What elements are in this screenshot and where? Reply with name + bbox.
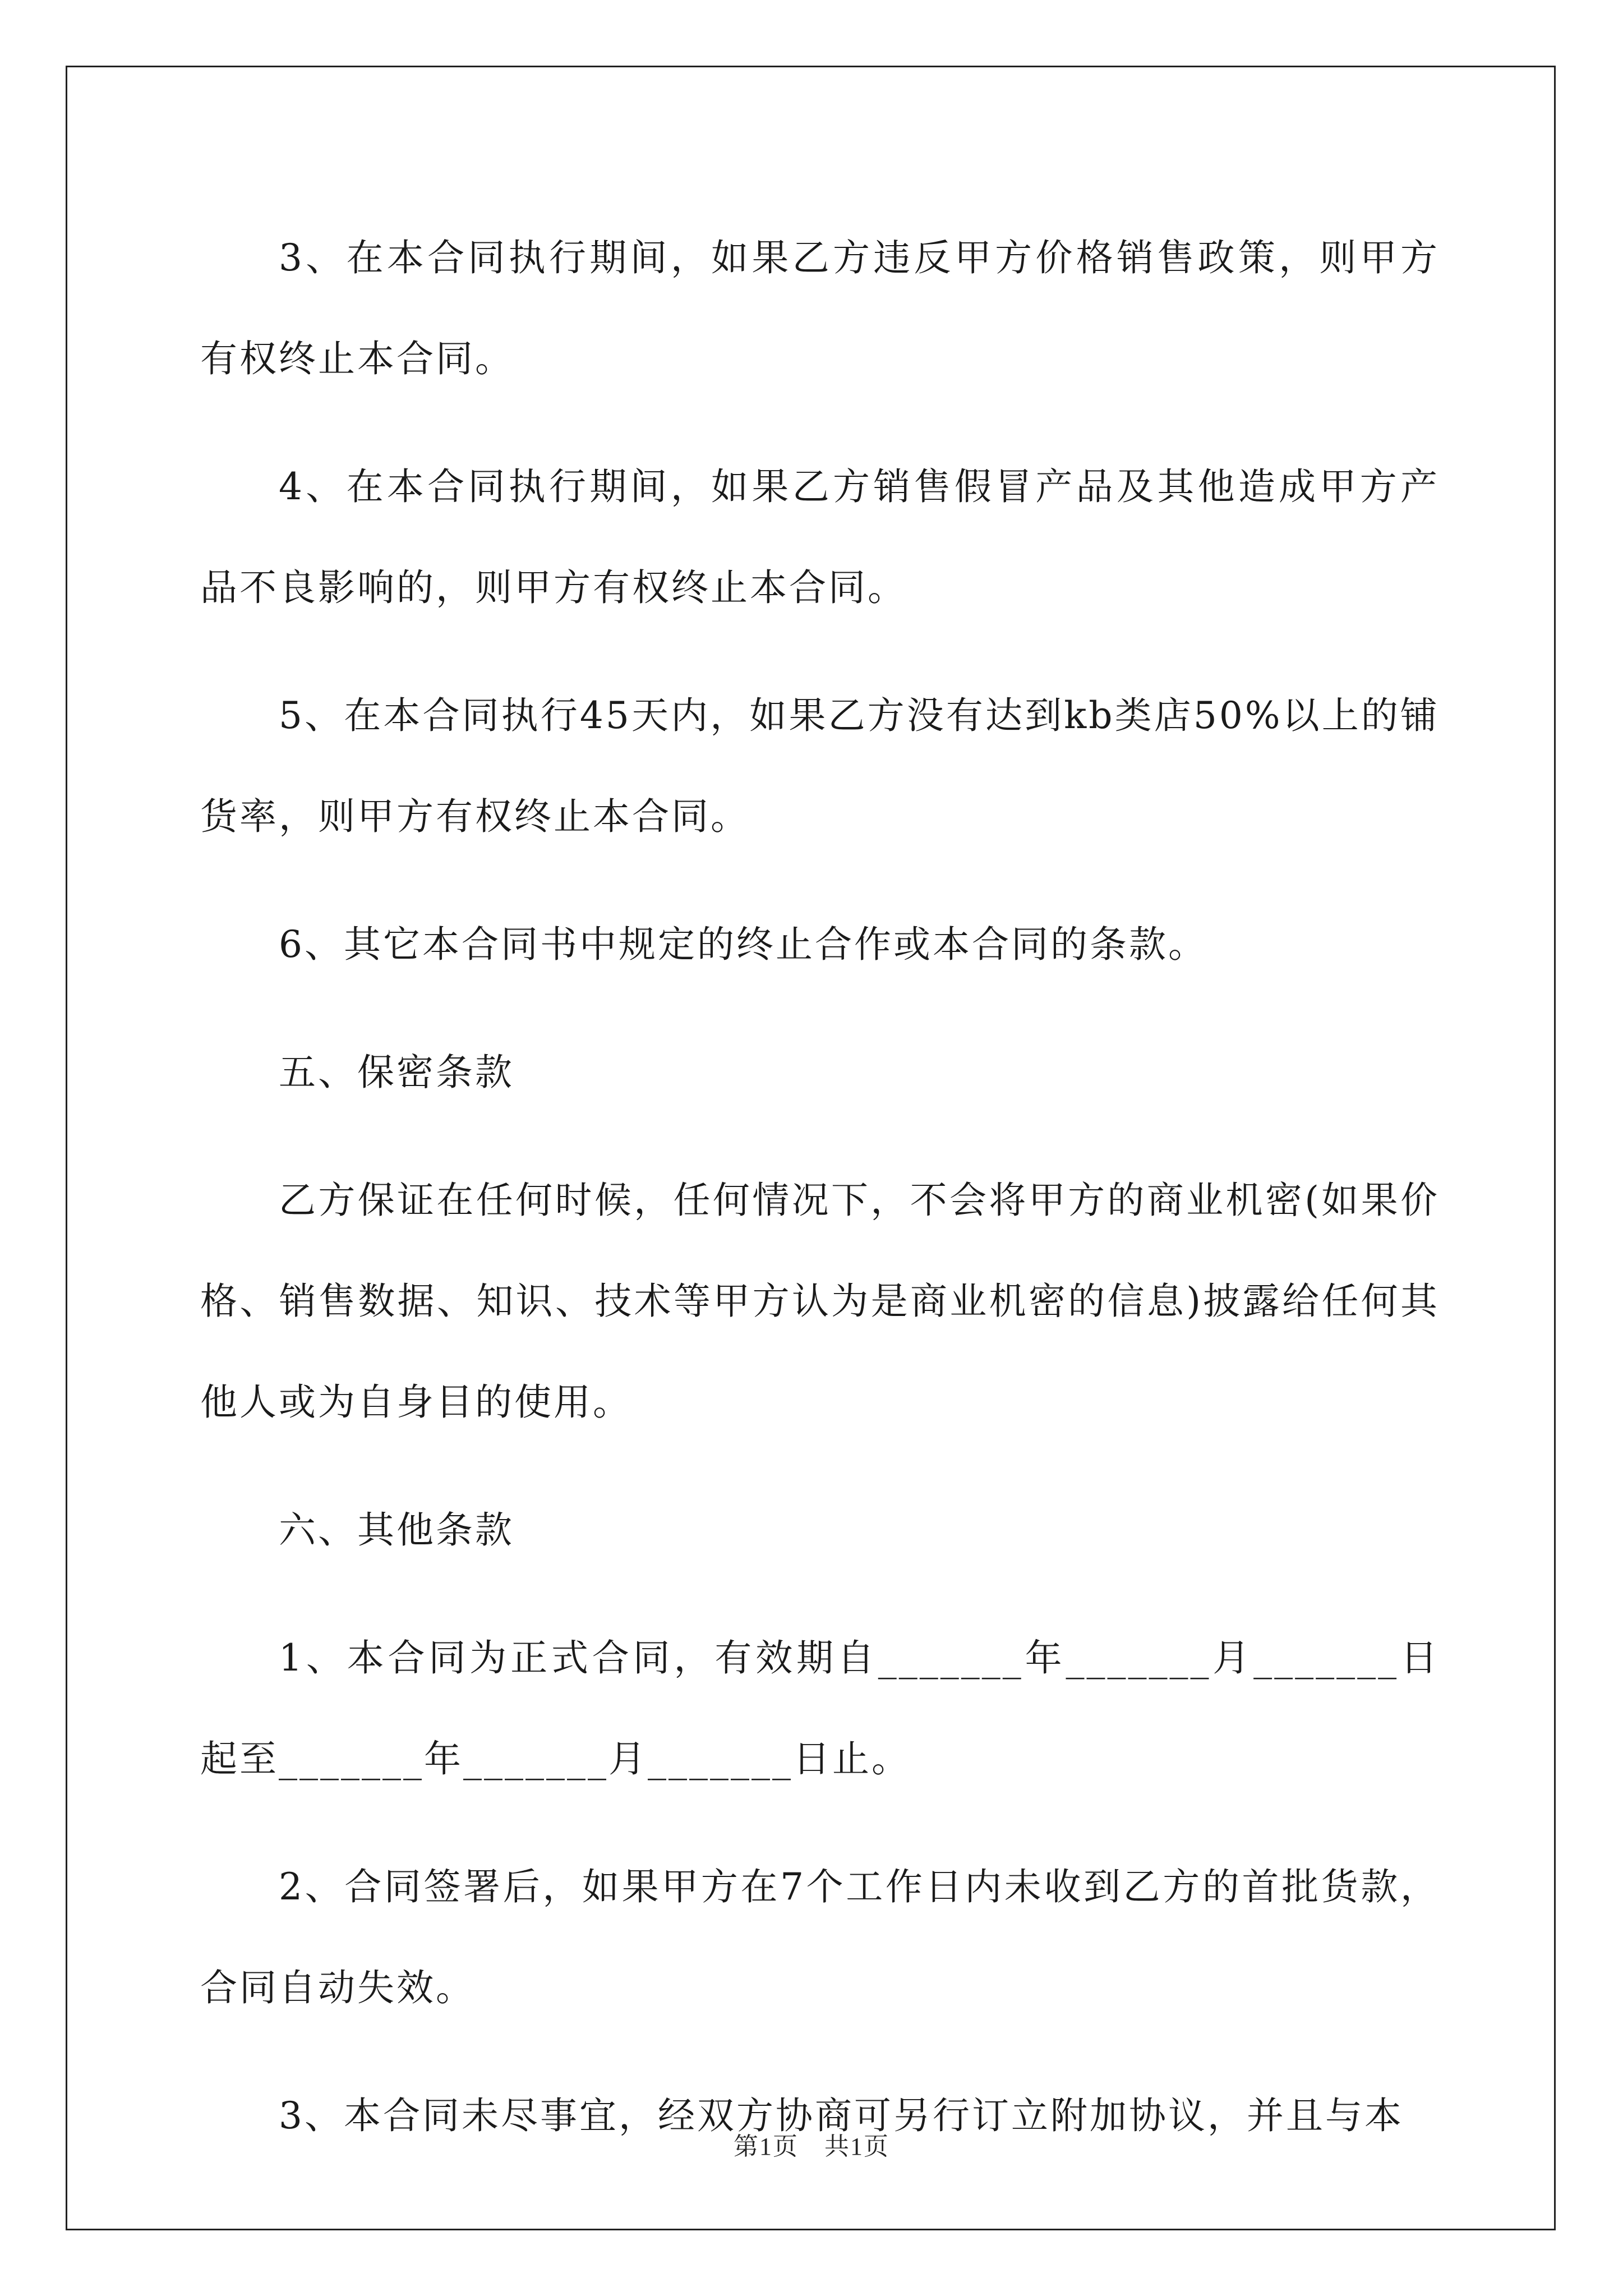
section-heading-other-terms: 六、其他条款 — [279, 1508, 514, 1552]
confidentiality-clause: 乙方保证在任何时候，任何情况下，不会将甲方的商业机密(如果价格、销售数据、知识、技术等甲方认为是商业机密的信息)披露给任何其他人或为自身目的使用。 — [200, 1179, 1440, 1424]
other-clause-2-payment: 2、合同签署后，如果甲方在7个工作日内未收到乙方的首批货款，合同自动失效。 — [200, 1865, 1440, 2009]
document-body — [200, 208, 1440, 2166]
clause-4-termination-counterfeit: 4、在本合同执行期间，如果乙方销售假冒产品及其他造成甲方产品不良影响的，则甲方有权终止本合同。 — [200, 465, 1440, 609]
other-clause-1-validity: 1、本合同为正式合同，有效期自_______年_______月_______日起至_______年_______月_______日止。 — [200, 1636, 1440, 1780]
clause-3-termination-price: 3、在本合同执行期间，如果乙方违反甲方价格销售政策，则甲方有权终止本合同。 — [200, 236, 1440, 380]
clause-5-termination-distribution: 5、在本合同执行45天内，如果乙方没有达到kb类店50%以上的铺货率，则甲方有权终止本合同。 — [200, 694, 1440, 838]
clause-6-other-termination: 6、其它本合同书中规定的终止合作或本合同的条款。 — [279, 923, 1207, 966]
page-number-footer: 第1页 共1页 — [734, 2133, 889, 2160]
section-heading-confidentiality: 五、保密条款 — [279, 1051, 514, 1094]
other-clause-3-supplement: 3、本合同未尽事宜，经双方协商可另行订立附加协议，并且与本 — [279, 2094, 1404, 2137]
